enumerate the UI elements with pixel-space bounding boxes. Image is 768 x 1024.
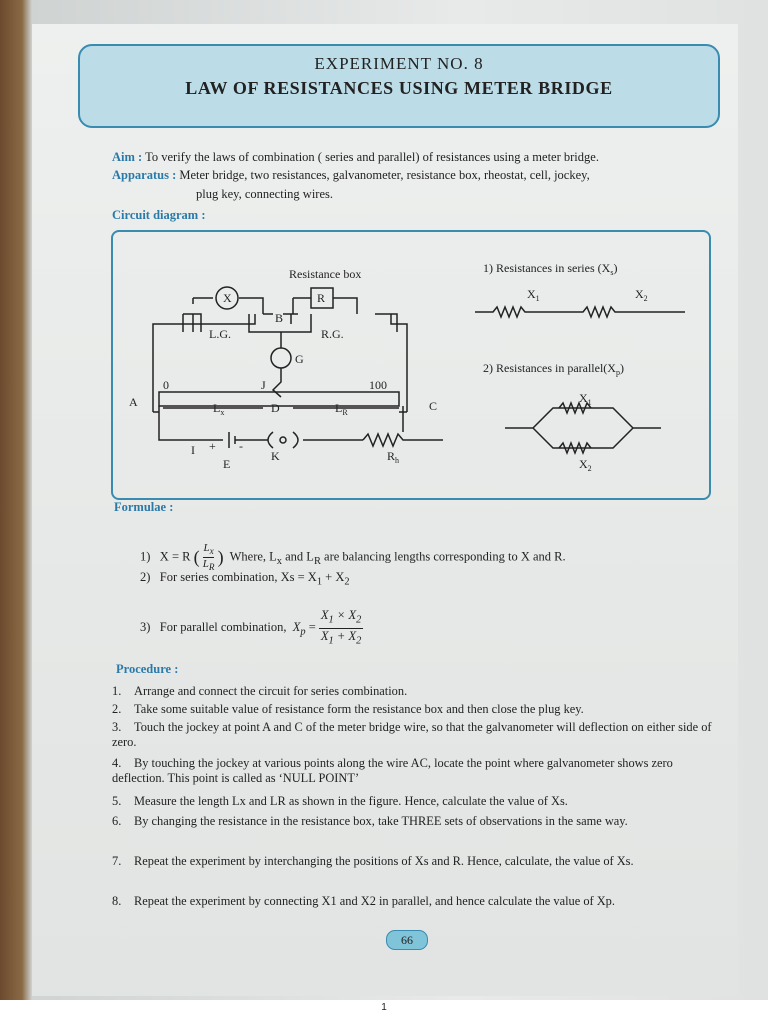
formula-2: 2) For series combination, $Xs = X_1 + X_2$ <box>140 570 350 588</box>
procedure-step-2: 2. Take some suitable value of resistance form the resistance box and then close the plug key. <box>112 702 584 716</box>
rh-label: $R_h$ <box>387 449 400 465</box>
formula-1: 1) X = R ( $\frac{L_x}{L_R}$ ) Where, $L_x$ and $L_R$ are balancing lengths corresponding to X and R. <box>140 542 566 573</box>
apparatus-label: Apparatus : <box>112 168 177 182</box>
g-label: G <box>295 352 304 366</box>
experiment-title: LAW OF RESISTANCES USING METER BRIDGE <box>185 78 613 98</box>
footer-page-index: 1 <box>381 1002 387 1013</box>
plus-sign: + <box>209 439 216 453</box>
experiment-header <box>78 44 720 128</box>
a-label: A <box>129 395 138 409</box>
page-number: 66 <box>386 930 428 950</box>
parallel-title: 2) Resistances in $parallel(X_p)$ <box>483 361 624 377</box>
procedure-step-3: 3. Touch the jockey at point A and C of the meter bridge wire, so that the galvanometer will deflection on either side of zero. <box>112 720 712 749</box>
procedure-step-8: 8. Repeat the experiment by connecting X1 and X2 in parallel, and hence calculate the value of Xp. <box>112 894 615 908</box>
hundred-mark: 100 <box>369 378 387 392</box>
series-x1-label: $X_1$ <box>527 287 540 303</box>
procedure-step-5: 5. Measure the length Lx and LR as shown in the figure. Hence, calculate the value of Xs. <box>112 794 568 808</box>
lx-label: $L_x$ <box>213 401 225 417</box>
apparatus-line-2: plug key, connecting wires. <box>196 187 333 201</box>
apparatus-text: Meter bridge, two resistances, galvanometer, resistance box, rheostat, cell, jockey, <box>179 168 590 182</box>
formula-3: 3) For parallel combination, $X_p$ = $\frac{X_1 \times X_2}{X_1 + X_2}$ <box>140 608 362 646</box>
procedure-step-4: 4. By touching the jockey at various points along the wire AC, locate the point where galvanometer shows zero deflection. This point is called as ‘NULL POINT’ <box>112 756 673 785</box>
minus-sign: - <box>239 439 243 453</box>
c-label: C <box>429 399 438 413</box>
b-label: B <box>275 311 284 325</box>
parallel-x1-label: $X_1$ <box>579 391 592 407</box>
circuit-diagram-box <box>111 230 711 500</box>
resistance-box-label: Resistance box <box>289 267 362 281</box>
procedure-step-6: 6. By changing the resistance in the resistance box, take THREE sets of observations in the same way. <box>112 814 628 828</box>
formulae-label: Formulae : <box>114 500 174 514</box>
experiment-number: EXPERIMENT NO. 8 <box>314 54 484 73</box>
r-label: R <box>317 291 326 305</box>
series-x2-label: $X_2$ <box>635 287 648 303</box>
aim-label: Aim : <box>112 150 143 164</box>
zero-mark: 0 <box>163 378 169 392</box>
circuit-diagram-label: Circuit diagram : <box>112 208 206 222</box>
k-label: K <box>271 449 280 463</box>
rg-label: R.G. <box>321 327 344 341</box>
apparatus-line <box>112 168 590 183</box>
aim-text: To verify the laws of combination ( series and parallel) of resistances using a meter bridge. <box>145 150 599 164</box>
procedure-label: Procedure : <box>116 662 179 676</box>
aim-line <box>112 150 599 165</box>
lg-label: L.G. <box>209 327 231 341</box>
lr-label: $L_R$ <box>335 401 348 417</box>
circuit-diagram <box>113 232 709 498</box>
procedure-step-7: 7. Repeat the experiment by interchanging the positions of Xs and R. Hence, calculate, the value of Xs. <box>112 854 634 868</box>
x-label: X <box>223 291 232 305</box>
series-title: 1) Resistances in series $(X_s)$ <box>483 261 618 277</box>
i-label: I <box>191 443 195 457</box>
procedure-step-1: 1. Arrange and connect the circuit for series combination. <box>112 684 408 698</box>
d-label: D <box>271 401 280 415</box>
e-label: E <box>223 457 231 471</box>
parallel-x2-label: $X_2$ <box>579 457 592 473</box>
j-label: J <box>261 378 266 392</box>
galvanometer-circle <box>271 348 291 368</box>
